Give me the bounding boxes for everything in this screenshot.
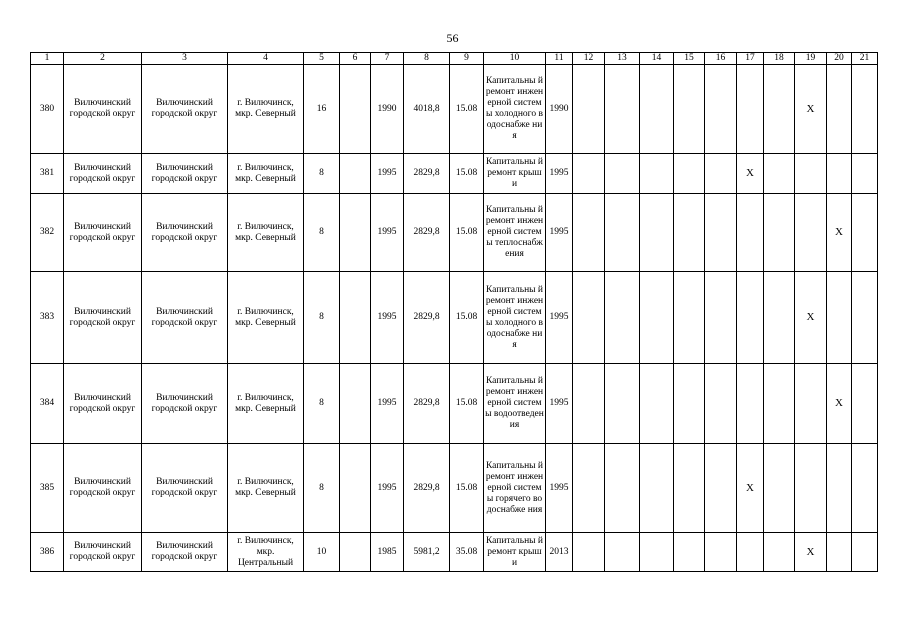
mark-cell-15	[674, 364, 705, 444]
column-number-cell: 6	[340, 53, 371, 65]
column-number-cell: 8	[404, 53, 450, 65]
settlement-cell: Вилючинский городской округ	[142, 444, 228, 533]
mark-cell-16	[705, 272, 737, 364]
mark-cell-14	[640, 154, 674, 194]
mark-cell-19: X	[795, 65, 827, 154]
work-type-cell: Капитальны й ремонт инженерной системы водоотведен ия	[484, 364, 546, 444]
area-cell: 2829,8	[404, 272, 450, 364]
settlement-cell: Вилючинский городской округ	[142, 65, 228, 154]
mark-cell-20: X	[827, 194, 852, 272]
mark-cell-13	[605, 533, 640, 572]
mark-cell-20	[827, 272, 852, 364]
col11-cell: 2013	[546, 533, 573, 572]
mark-cell-12	[573, 444, 605, 533]
area-cell: 2829,8	[404, 364, 450, 444]
address-cell: г. Вилючинск, мкр. Северный	[228, 364, 304, 444]
mark-cell-14	[640, 272, 674, 364]
mark-cell-18	[764, 533, 795, 572]
col9-cell: 15.08	[450, 154, 484, 194]
row-number-cell: 385	[31, 444, 64, 533]
mark-cell-12	[573, 272, 605, 364]
mark-cell-16	[705, 364, 737, 444]
column-number-cell: 20	[827, 53, 852, 65]
mark-cell-16	[705, 154, 737, 194]
column-number-cell: 12	[573, 53, 605, 65]
mark-cell-17	[737, 272, 764, 364]
mark-cell-13	[605, 154, 640, 194]
col5-cell: 16	[304, 65, 340, 154]
mark-cell-19	[795, 154, 827, 194]
column-number-cell: 5	[304, 53, 340, 65]
address-cell: г. Вилючинск, мкр. Северный	[228, 444, 304, 533]
mark-cell-17	[737, 194, 764, 272]
column-number-cell: 4	[228, 53, 304, 65]
work-type-cell: Капитальны й ремонт инженерной системы холодного водоснабже ния	[484, 272, 546, 364]
mark-cell-12	[573, 364, 605, 444]
mark-cell-18	[764, 444, 795, 533]
mark-cell-16	[705, 65, 737, 154]
col6-cell	[340, 272, 371, 364]
mark-cell-21	[852, 533, 878, 572]
mark-cell-18	[764, 65, 795, 154]
mark-cell-15	[674, 194, 705, 272]
mark-cell-12	[573, 65, 605, 154]
address-cell: г. Вилючинск, мкр. Северный	[228, 65, 304, 154]
area-cell: 5981,2	[404, 533, 450, 572]
mark-cell-20	[827, 154, 852, 194]
mark-cell-20	[827, 444, 852, 533]
mark-cell-16	[705, 444, 737, 533]
mark-cell-17	[737, 65, 764, 154]
column-number-cell: 17	[737, 53, 764, 65]
mark-cell-19	[795, 444, 827, 533]
mark-cell-12	[573, 154, 605, 194]
mark-cell-15	[674, 272, 705, 364]
mark-cell-21	[852, 444, 878, 533]
mark-cell-14	[640, 533, 674, 572]
mark-cell-17	[737, 364, 764, 444]
work-type-cell: Капитальны й ремонт крыши	[484, 154, 546, 194]
mark-cell-19	[795, 194, 827, 272]
col9-cell: 15.08	[450, 364, 484, 444]
mark-cell-13	[605, 65, 640, 154]
mark-cell-18	[764, 272, 795, 364]
year-cell: 1995	[371, 444, 404, 533]
mark-cell-15	[674, 154, 705, 194]
table-row	[31, 154, 878, 194]
address-cell: г. Вилючинск, мкр. Северный	[228, 154, 304, 194]
mark-cell-19: X	[795, 533, 827, 572]
municipality-cell: Вилючинский городской округ	[64, 194, 142, 272]
mark-cell-21	[852, 364, 878, 444]
table-row	[31, 444, 878, 533]
mark-cell-20	[827, 65, 852, 154]
mark-cell-21	[852, 154, 878, 194]
mark-cell-15	[674, 444, 705, 533]
settlement-cell: Вилючинский городской округ	[142, 154, 228, 194]
col11-cell: 1995	[546, 272, 573, 364]
settlement-cell: Вилючинский городской округ	[142, 272, 228, 364]
mark-cell-21	[852, 65, 878, 154]
row-number-cell: 382	[31, 194, 64, 272]
address-cell: г. Вилючинск, мкр. Центральный	[228, 533, 304, 572]
col5-cell: 8	[304, 194, 340, 272]
municipality-cell: Вилючинский городской округ	[64, 444, 142, 533]
mark-cell-18	[764, 154, 795, 194]
mark-cell-14	[640, 444, 674, 533]
address-cell: г. Вилючинск, мкр. Северный	[228, 194, 304, 272]
municipality-cell: Вилючинский городской округ	[64, 533, 142, 572]
year-cell: 1995	[371, 154, 404, 194]
col6-cell	[340, 444, 371, 533]
col11-cell: 1990	[546, 65, 573, 154]
mark-cell-20	[827, 533, 852, 572]
col9-cell: 15.08	[450, 65, 484, 154]
mark-cell-20: X	[827, 364, 852, 444]
mark-cell-14	[640, 65, 674, 154]
year-cell: 1985	[371, 533, 404, 572]
column-number-cell: 18	[764, 53, 795, 65]
column-number-cell: 2	[64, 53, 142, 65]
column-number-cell: 21	[852, 53, 878, 65]
year-cell: 1995	[371, 272, 404, 364]
col5-cell: 10	[304, 533, 340, 572]
col11-cell: 1995	[546, 194, 573, 272]
mark-cell-16	[705, 533, 737, 572]
area-cell: 2829,8	[404, 194, 450, 272]
settlement-cell: Вилючинский городской округ	[142, 364, 228, 444]
year-cell: 1995	[371, 194, 404, 272]
page-number: 56	[446, 31, 459, 45]
column-number-cell: 9	[450, 53, 484, 65]
table-row	[31, 272, 878, 364]
address-cell: г. Вилючинск, мкр. Северный	[228, 272, 304, 364]
col11-cell: 1995	[546, 364, 573, 444]
column-number-cell: 19	[795, 53, 827, 65]
mark-cell-15	[674, 65, 705, 154]
mark-cell-13	[605, 364, 640, 444]
col9-cell: 15.08	[450, 272, 484, 364]
column-number-cell: 13	[605, 53, 640, 65]
mark-cell-17: X	[737, 154, 764, 194]
year-cell: 1995	[371, 364, 404, 444]
mark-cell-16	[705, 194, 737, 272]
column-number-cell: 10	[484, 53, 546, 65]
table-row	[31, 364, 878, 444]
column-number-row	[31, 53, 878, 65]
table-row	[31, 194, 878, 272]
col9-cell: 15.08	[450, 194, 484, 272]
col6-cell	[340, 154, 371, 194]
mark-cell-18	[764, 194, 795, 272]
column-number-cell: 15	[674, 53, 705, 65]
col6-cell	[340, 194, 371, 272]
table-row	[31, 533, 878, 572]
municipality-cell: Вилючинский городской округ	[64, 65, 142, 154]
work-type-cell: Капитальны й ремонт инженерной системы холодного водоснабже ния	[484, 65, 546, 154]
mark-cell-12	[573, 533, 605, 572]
area-cell: 2829,8	[404, 154, 450, 194]
column-number-cell: 11	[546, 53, 573, 65]
area-cell: 4018,8	[404, 65, 450, 154]
mark-cell-19: X	[795, 272, 827, 364]
municipality-cell: Вилючинский городской округ	[64, 364, 142, 444]
mark-cell-19	[795, 364, 827, 444]
row-number-cell: 386	[31, 533, 64, 572]
col5-cell: 8	[304, 272, 340, 364]
mark-cell-13	[605, 444, 640, 533]
work-type-cell: Капитальны й ремонт инженерной системы горячего водоснабже ния	[484, 444, 546, 533]
year-cell: 1990	[371, 65, 404, 154]
column-number-cell: 16	[705, 53, 737, 65]
col6-cell	[340, 364, 371, 444]
mark-cell-15	[674, 533, 705, 572]
col11-cell: 1995	[546, 154, 573, 194]
row-number-cell: 383	[31, 272, 64, 364]
mark-cell-13	[605, 272, 640, 364]
municipality-cell: Вилючинский городской округ	[64, 272, 142, 364]
mark-cell-17	[737, 533, 764, 572]
work-type-cell: Капитальны й ремонт инженерной системы теплоснабж ения	[484, 194, 546, 272]
col5-cell: 8	[304, 444, 340, 533]
data-table	[30, 52, 878, 572]
col6-cell	[340, 533, 371, 572]
row-number-cell: 381	[31, 154, 64, 194]
row-number-cell: 384	[31, 364, 64, 444]
col6-cell	[340, 65, 371, 154]
mark-cell-14	[640, 364, 674, 444]
mark-cell-14	[640, 194, 674, 272]
row-number-cell: 380	[31, 65, 64, 154]
column-number-cell: 14	[640, 53, 674, 65]
col9-cell: 35.08	[450, 533, 484, 572]
work-type-cell: Капитальны й ремонт крыши	[484, 533, 546, 572]
column-number-cell: 3	[142, 53, 228, 65]
col5-cell: 8	[304, 154, 340, 194]
table-row	[31, 65, 878, 154]
area-cell: 2829,8	[404, 444, 450, 533]
mark-cell-17: X	[737, 444, 764, 533]
settlement-cell: Вилючинский городской округ	[142, 533, 228, 572]
mark-cell-18	[764, 364, 795, 444]
settlement-cell: Вилючинский городской округ	[142, 194, 228, 272]
column-number-cell: 1	[31, 53, 64, 65]
column-number-cell: 7	[371, 53, 404, 65]
mark-cell-12	[573, 194, 605, 272]
col9-cell: 15.08	[450, 444, 484, 533]
col11-cell: 1995	[546, 444, 573, 533]
municipality-cell: Вилючинский городской округ	[64, 154, 142, 194]
mark-cell-13	[605, 194, 640, 272]
mark-cell-21	[852, 272, 878, 364]
col5-cell: 8	[304, 364, 340, 444]
mark-cell-21	[852, 194, 878, 272]
